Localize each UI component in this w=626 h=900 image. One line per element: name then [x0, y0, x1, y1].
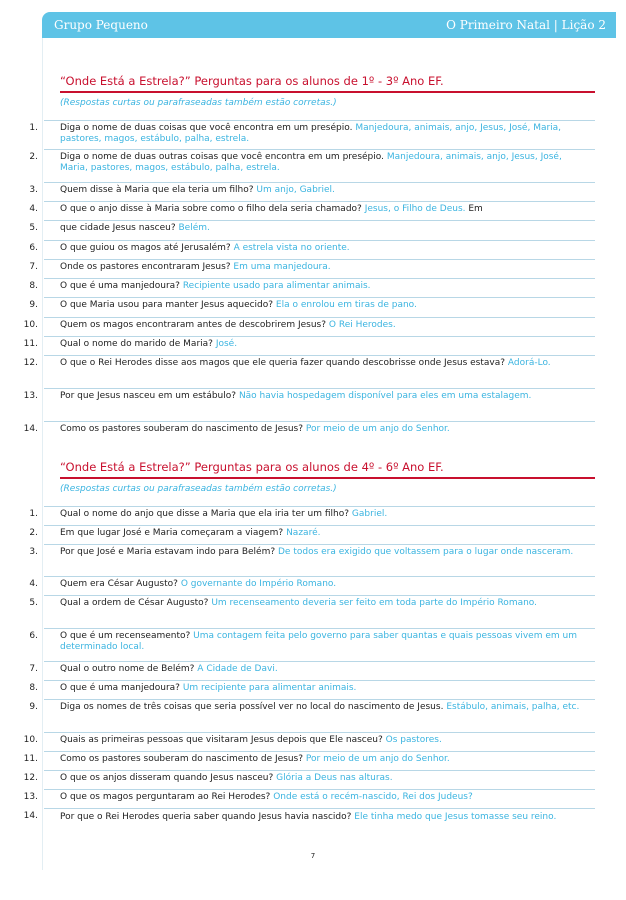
row-divider	[44, 201, 595, 202]
item-number: 3.	[29, 185, 38, 195]
item-number: 11.	[23, 754, 38, 764]
item-number: 8.	[29, 683, 38, 693]
question: Por que o Rei Herodes queria saber quando Jesus havia nascido?	[60, 812, 352, 822]
item-number: 1.	[29, 123, 38, 133]
question: O que o Rei Herodes disse aos magos que ele queria fazer quando descobrisse onde Jesus estava?	[60, 358, 506, 368]
question: Diga o nome de duas outras coisas que você encontra em um presépio.	[60, 152, 384, 162]
answer: A estrela vista no oriente.	[233, 243, 350, 253]
row-divider	[44, 699, 595, 700]
answer: Manjedoura, animais, anjo, Jesus, José, Maria, pastores, magos, estábulo, palha, estrela.	[60, 152, 562, 173]
item-number: 10.	[23, 320, 38, 330]
row-divider	[44, 120, 595, 121]
section-note: (Respostas curtas ou parafraseadas também estão corretas.)	[60, 484, 337, 494]
answer: Um recipiente para alimentar animais.	[182, 683, 357, 693]
answer: Por meio de um anjo do Senhor.	[305, 424, 450, 434]
row-divider	[44, 421, 595, 422]
question: que cidade Jesus nasceu?	[60, 223, 176, 233]
item-number: 12.	[23, 773, 38, 783]
question: O que os magos perguntaram ao Rei Herodes?	[60, 792, 271, 802]
row-divider	[44, 336, 595, 337]
question: Por que José e Maria estavam indo para Belém?	[60, 547, 276, 557]
question: O que é uma manjedoura?	[60, 683, 180, 693]
item-number: 6.	[29, 631, 38, 641]
question: Quem era César Augusto?	[60, 579, 178, 589]
answer: Ele tinha medo que Jesus tomasse seu reino.	[354, 812, 557, 822]
question: Como os pastores souberam do nascimento de Jesus?	[60, 754, 304, 764]
item-number: 14.	[23, 811, 38, 821]
item-number: 2.	[29, 528, 38, 538]
item-number: 5.	[29, 598, 38, 608]
question: Qual o outro nome de Belém?	[60, 664, 195, 674]
row-divider	[44, 182, 595, 183]
item-number: 7.	[29, 262, 38, 272]
answer: Um recenseamento deveria ser feito em toda parte do Império Romano.	[211, 598, 538, 608]
question: Quem disse à Maria que ela teria um filho?	[60, 185, 254, 195]
item-number: 1.	[29, 509, 38, 519]
row-divider	[44, 506, 595, 507]
row-divider	[44, 297, 595, 298]
answer: Recipiente usado para alimentar animais.	[182, 281, 371, 291]
question: Quem os magos encontraram antes de descobrirem Jesus?	[60, 320, 327, 330]
answer: Estábulo, animais, palha, etc.	[446, 702, 580, 712]
answer: Adorá-Lo.	[507, 358, 551, 368]
row-divider	[44, 808, 595, 809]
question: Qual a ordem de César Augusto?	[60, 598, 209, 608]
margin-rule	[42, 38, 43, 870]
question: O que Maria usou para manter Jesus aquecido?	[60, 300, 274, 310]
item-number: 11.	[23, 339, 38, 349]
question: Quais as primeiras pessoas que visitaram Jesus depois que Ele nasceu?	[60, 735, 383, 745]
answer: Uma contagem feita pelo governo para saber quantas e quais pessoas vivem em um determinado local.	[60, 631, 577, 652]
page-number: 7	[310, 852, 316, 860]
row-divider	[44, 220, 595, 221]
answer: Glória a Deus nas alturas.	[276, 773, 393, 783]
item-number: 8.	[29, 281, 38, 291]
row-divider	[44, 317, 595, 318]
item-number: 9.	[29, 300, 38, 310]
answer: O Rei Herodes.	[328, 320, 396, 330]
item-number: 12.	[23, 358, 38, 368]
row-divider	[44, 680, 595, 681]
item-number: 13.	[23, 391, 38, 401]
answer: Manjedoura, animais, anjo, Jesus, José, Maria, pastores, magos, estábulo, palha, estrela.	[60, 123, 562, 144]
row-divider	[44, 355, 595, 356]
lesson-title: O Primeiro Natal | Lição 2	[446, 18, 606, 32]
item-number: 2.	[29, 152, 38, 162]
row-divider	[44, 259, 595, 260]
answer: O governante do Império Romano.	[180, 579, 337, 589]
answer: Jesus, o Filho de Deus.	[364, 204, 466, 214]
item-number: 5.	[29, 223, 38, 233]
header-bar	[42, 12, 616, 38]
row-divider	[44, 576, 595, 577]
answer: Belém.	[178, 223, 210, 233]
question: O que o anjo disse à Maria sobre como o filho dela seria chamado?	[60, 204, 362, 214]
question: Onde os pastores encontraram Jesus?	[60, 262, 231, 272]
row-divider	[44, 628, 595, 629]
item-number: 7.	[29, 664, 38, 674]
item-number: 14.	[23, 424, 38, 434]
row-divider	[44, 278, 595, 279]
answer: Em uma manjedoura.	[233, 262, 331, 272]
answer: Nazaré.	[286, 528, 321, 538]
row-divider	[44, 789, 595, 790]
series-title: Grupo Pequeno	[54, 18, 148, 32]
section-title: “Onde Está a Estrela?” Perguntas para os alunos de 4º - 6º Ano EF.	[60, 460, 595, 479]
question: O que os anjos disseram quando Jesus nasceu?	[60, 773, 274, 783]
answer: Por meio de um anjo do Senhor.	[305, 754, 450, 764]
question: Por que Jesus nasceu em um estábulo?	[60, 391, 237, 401]
question: Como os pastores souberam do nascimento de Jesus?	[60, 424, 304, 434]
row-divider	[44, 388, 595, 389]
answer: Onde está o recém-nascido, Rei dos Judeus?	[273, 792, 473, 802]
row-divider	[44, 770, 595, 771]
row-divider	[44, 595, 595, 596]
question: Em que lugar José e Maria começaram a viagem?	[60, 528, 284, 538]
question: Diga o nome de duas coisas que você encontra em um presépio.	[60, 123, 353, 133]
row-divider	[44, 149, 595, 150]
section-title: “Onde Está a Estrela?” Perguntas para os alunos de 1º - 3º Ano EF.	[60, 74, 595, 93]
question-continuation: Em	[468, 204, 483, 214]
question: O que é um recenseamento?	[60, 631, 191, 641]
answer: De todos era exigido que voltassem para o lugar onde nasceram.	[278, 547, 574, 557]
item-number: 6.	[29, 243, 38, 253]
answer: Ela o enrolou em tiras de pano.	[275, 300, 417, 310]
item-number: 4.	[29, 204, 38, 214]
row-divider	[44, 732, 595, 733]
item-number: 4.	[29, 579, 38, 589]
answer: Um anjo, Gabriel.	[256, 185, 335, 195]
answer: Não havia hospedagem disponível para eles em uma estalagem.	[238, 391, 532, 401]
question: O que é uma manjedoura?	[60, 281, 180, 291]
item-number: 10.	[23, 735, 38, 745]
question: Qual o nome do anjo que disse a Maria que ela iria ter um filho?	[60, 509, 350, 519]
answer: Os pastores.	[385, 735, 442, 745]
question: Diga os nomes de três coisas que seria possível ver no local do nascimento de Jesus.	[60, 702, 444, 712]
item-number: 3.	[29, 547, 38, 557]
answer: Gabriel.	[351, 509, 388, 519]
row-divider	[44, 240, 595, 241]
section-note: (Respostas curtas ou parafraseadas também estão corretas.)	[60, 98, 337, 108]
item-number: 13.	[23, 792, 38, 802]
row-divider	[44, 525, 595, 526]
row-divider	[44, 751, 595, 752]
row-divider	[44, 544, 595, 545]
answer: A Cidade de Davi.	[197, 664, 278, 674]
answer: José.	[215, 339, 238, 349]
question: O que guiou os magos até Jerusalém?	[60, 243, 231, 253]
row-divider	[44, 661, 595, 662]
question: Qual o nome do marido de Maria?	[60, 339, 213, 349]
item-number: 9.	[29, 702, 38, 712]
